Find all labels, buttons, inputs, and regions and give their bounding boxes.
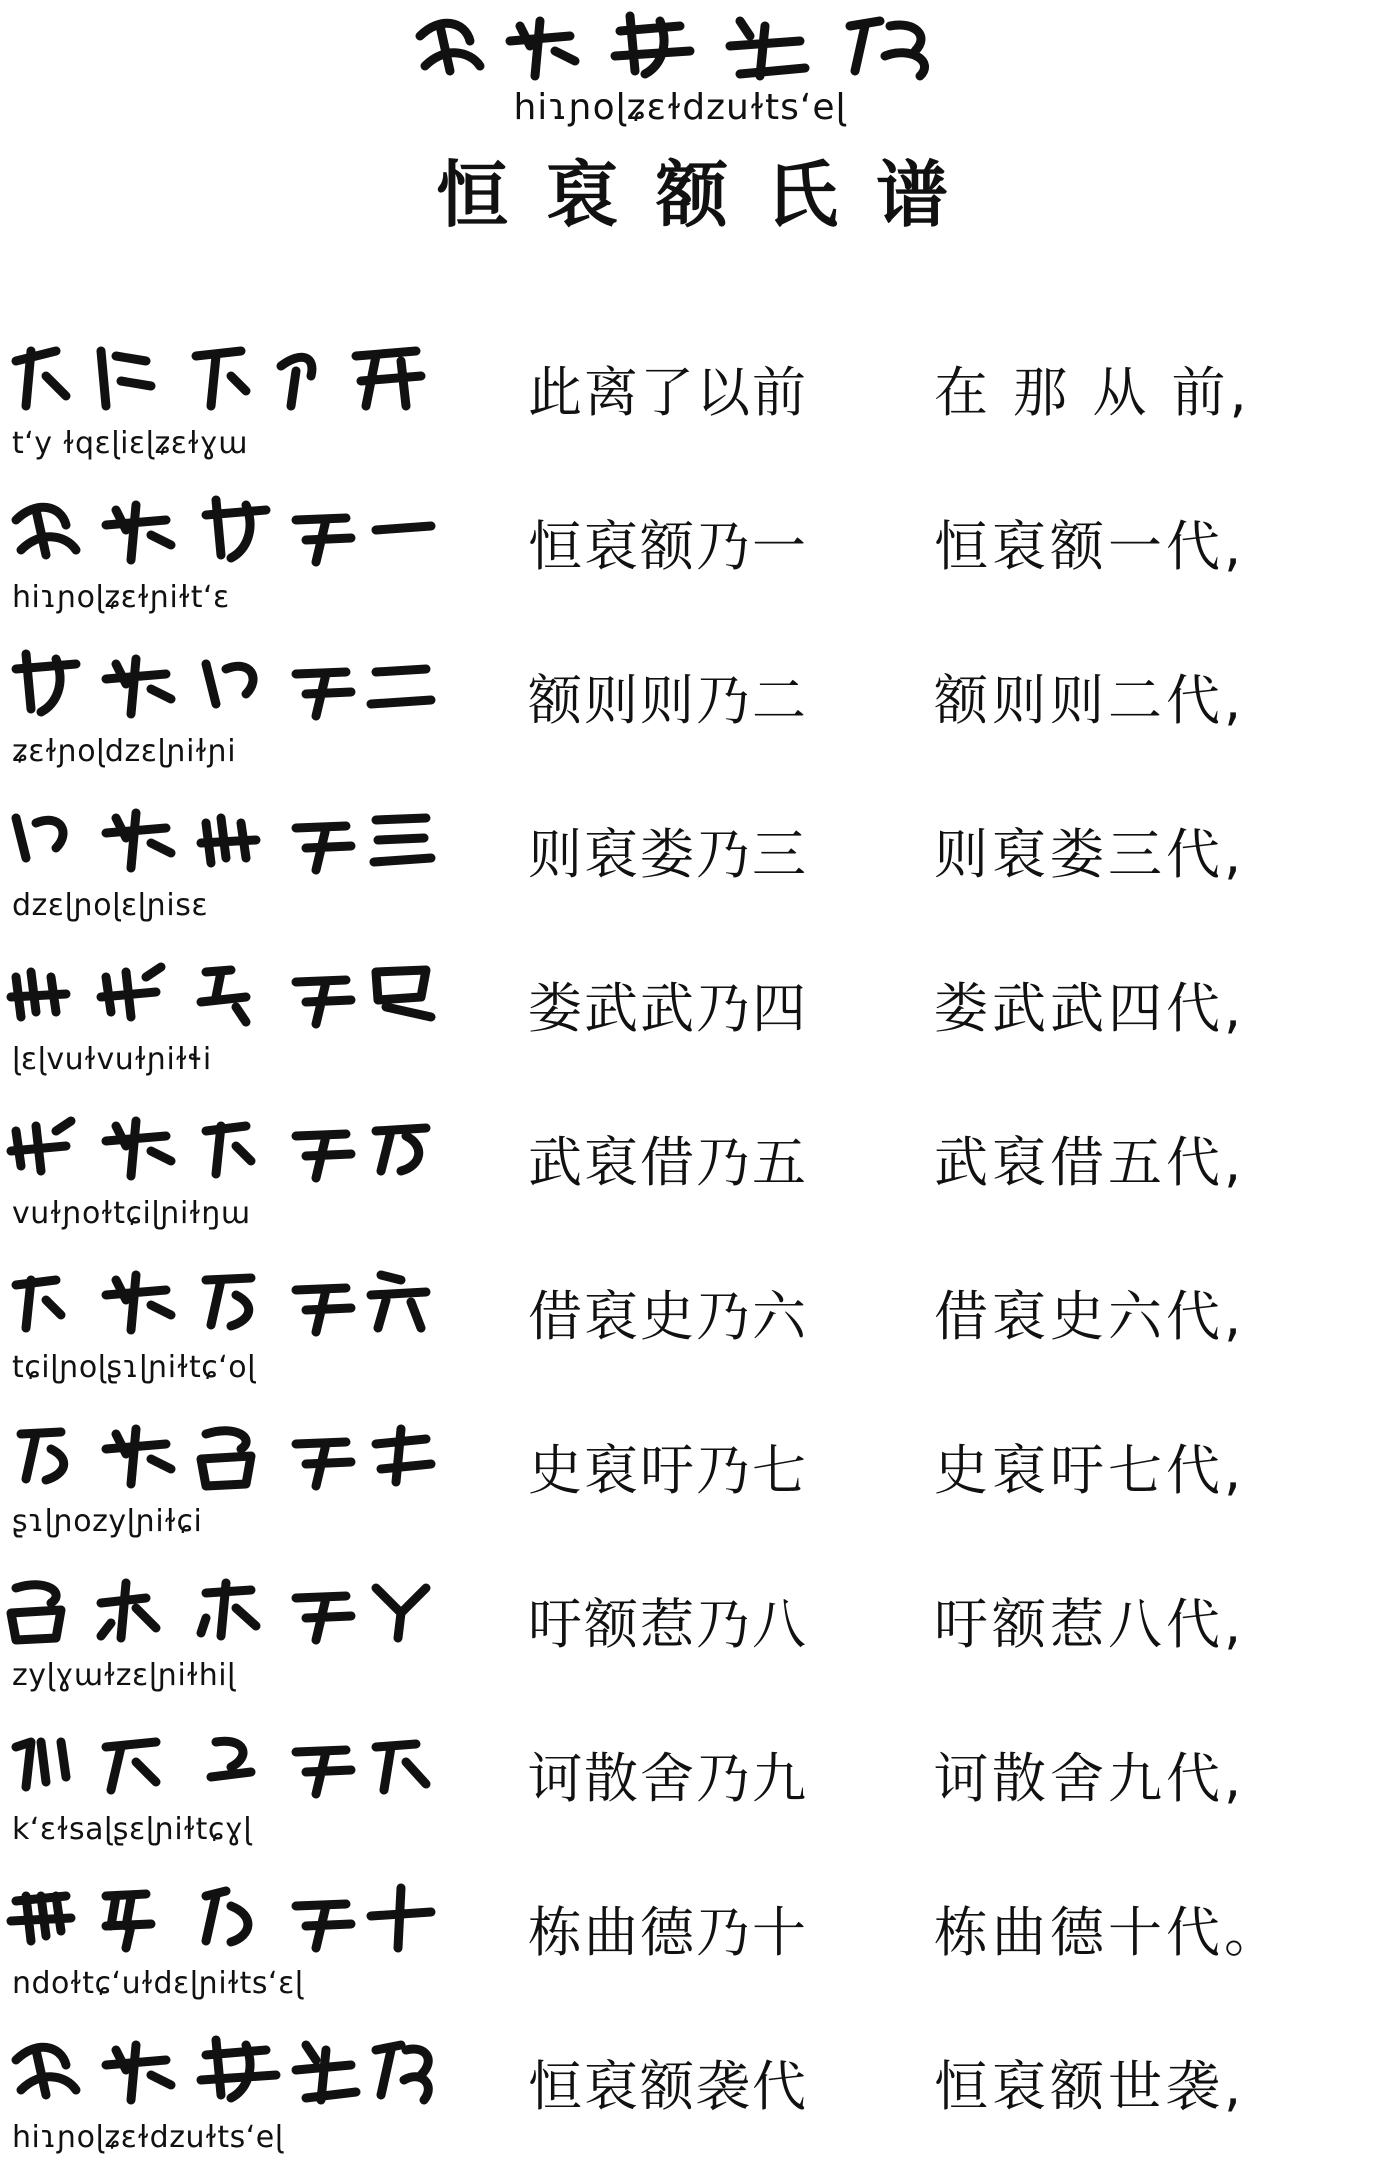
translation-text: 在 那 从 前,	[934, 361, 1251, 424]
gloss-text: 额则则乃二	[528, 669, 808, 732]
yi-glyphs	[6, 1568, 436, 1656]
yi-glyphs	[6, 1722, 436, 1810]
yi-glyphs	[6, 490, 436, 578]
gloss-text: 恒裒额乃一	[528, 515, 808, 578]
yi-glyphs	[6, 1876, 436, 1964]
yi-glyphs	[6, 952, 436, 1040]
gloss-text: 恒裒额袭代	[528, 2055, 808, 2118]
genealogy-row	[0, 1870, 1384, 2024]
document-header	[0, 0, 1384, 260]
genealogy-row	[0, 1100, 1384, 1254]
genealogy-row	[0, 330, 1384, 484]
phonetic-title: hiɿɲoɭʑɛɫdzuɫtsʻeɭ	[513, 87, 847, 128]
genealogy-row	[0, 1562, 1384, 1716]
gloss-text: 则裒娄乃三	[528, 823, 808, 886]
translation-text: 武裒借五代,	[934, 1131, 1246, 1194]
phonetic-line: dzɛɭɲoɭɛɭɲisɛ	[12, 888, 209, 923]
translation-text: 栋曲德十代。	[934, 1901, 1282, 1964]
translation-text: 娄武武四代,	[934, 977, 1246, 1040]
gloss-text: 栋曲德乃十	[528, 1901, 808, 1964]
gloss-text: 吁额惹乃八	[528, 1593, 808, 1656]
phonetic-line: zyɭɣɯɫzɛɭɲiɫhiɭ	[12, 1658, 236, 1693]
yi-glyphs	[6, 798, 436, 886]
yi-glyphs	[6, 1260, 436, 1348]
yi-script-line	[6, 638, 436, 792]
yi-script-line	[6, 484, 436, 638]
genealogy-row	[0, 2024, 1384, 2178]
yi-glyphs	[6, 1106, 436, 1194]
genealogy-row	[0, 638, 1384, 792]
phonetic-line: tɕiɭɲoɭʂɿɭɲiɫtɕʻoɭ	[12, 1350, 256, 1385]
yi-glyphs	[6, 1414, 436, 1502]
yi-glyphs	[6, 644, 436, 732]
translation-text: 诃散舍九代,	[934, 1747, 1246, 1810]
yi-script-line	[6, 2024, 436, 2178]
yi-script-line	[6, 1408, 436, 1562]
gloss-text: 娄武武乃四	[528, 977, 808, 1040]
gloss-text: 诃散舍乃九	[528, 1747, 808, 1810]
phonetic-line: ʑɛɫɲoɭdzɛɭɲiɫɲi	[12, 734, 237, 769]
genealogy-row	[0, 1408, 1384, 1562]
gloss-text: 史裒吁乃七	[528, 1439, 808, 1502]
yi-script-line	[6, 330, 436, 484]
translation-text: 额则则二代,	[934, 669, 1246, 732]
phonetic-line: kʻɛɫsaɭʂɛɭɲiɫtɕɣɭ	[12, 1812, 253, 1847]
yi-script-title	[410, 6, 950, 84]
yi-script-line	[6, 1254, 436, 1408]
translation-text: 恒裒额一代,	[934, 515, 1246, 578]
phonetic-line: tʻy ɫqɛɭiɛɭʑɛɫɣɯ	[12, 426, 248, 461]
genealogy-row	[0, 946, 1384, 1100]
phonetic-line: ʂɿɭɲozyɭɲiɫɕi	[12, 1504, 203, 1539]
translation-text: 吁额惹八代,	[934, 1593, 1246, 1656]
genealogy-row	[0, 484, 1384, 638]
chinese-title: 恒裒额氏谱	[435, 153, 986, 237]
phonetic-line: hiɿɲoɭʑɛɫdzuɫtsʻeɭ	[12, 2120, 284, 2155]
translation-text: 则裒娄三代,	[934, 823, 1246, 886]
yi-script-line	[6, 1870, 436, 2024]
gloss-text: 借裒史乃六	[528, 1285, 808, 1348]
gloss-text: 武裒借乃五	[528, 1131, 808, 1194]
translation-text: 借裒史六代,	[934, 1285, 1246, 1348]
genealogy-row	[0, 1716, 1384, 1870]
genealogy-row	[0, 1254, 1384, 1408]
phonetic-line: ɭɛɭvuɫvuɫɲiɫɬi	[12, 1042, 212, 1077]
yi-script-line	[6, 792, 436, 946]
yi-glyphs	[6, 2030, 436, 2118]
translation-text: 恒裒额世袭,	[934, 2055, 1246, 2118]
yi-glyphs	[6, 336, 436, 424]
genealogy-row	[0, 792, 1384, 946]
phonetic-line: ndoɫtɕʻuɫdɛɭɲiɫtsʻɛɭ	[12, 1966, 304, 2001]
yi-script-line	[6, 1562, 436, 1716]
yi-script-line	[6, 946, 436, 1100]
translation-text: 史裒吁七代,	[934, 1439, 1246, 1502]
phonetic-line: vuɫɲoɫtɕiɭɲiɫŋɯ	[12, 1196, 251, 1231]
yi-script-line	[6, 1100, 436, 1254]
phonetic-line: hiɿɲoɭʑɛɫɲiɫtʻɛ	[12, 580, 230, 615]
gloss-text: 此离了以前	[528, 361, 808, 424]
yi-script-line	[6, 1716, 436, 1870]
